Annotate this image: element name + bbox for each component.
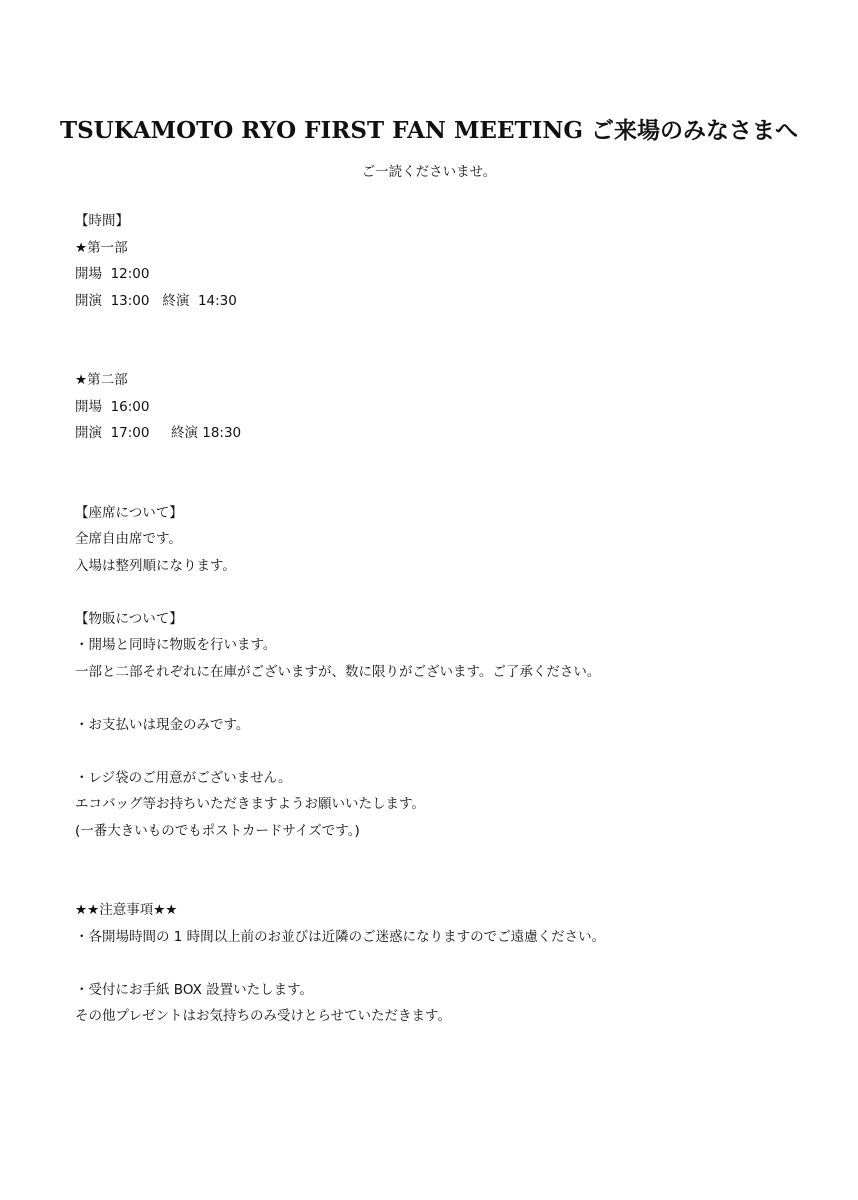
merch-section bbox=[75, 606, 815, 845]
page-subtitle: ご一読くださいませ。 bbox=[361, 164, 497, 180]
notes-line-2: ・受付にお手紙 BOX 設置いたします。 bbox=[75, 981, 314, 998]
time-heading: 【時間】 bbox=[75, 213, 129, 229]
document-body bbox=[75, 208, 815, 1030]
part1-start-end-time: 開演 13:00 終演 14:30 bbox=[75, 292, 237, 309]
merch-line-5: エコバッグ等お持ちいただきますようお願いいたします。 bbox=[75, 796, 425, 812]
part2-label: ★第二部 bbox=[75, 372, 128, 388]
seats-line-2: 入場は整列順になります。 bbox=[75, 557, 236, 574]
seats-heading: 【座席について】 bbox=[75, 504, 183, 521]
part2-start-end-time: 開演 17:00 終演 18:30 bbox=[75, 425, 242, 441]
part1-open-time: 開場 12:00 bbox=[75, 266, 150, 282]
seats-section bbox=[75, 500, 815, 580]
notes-line-1: ・各開場時間の 1 時間以上前のお並びは近隣のご迷惑になりますのでご遠慮ください。 bbox=[75, 928, 606, 945]
merch-line-2: 一部と二部それぞれに在庫がございますが、数に限りがございます。ご了承ください。 bbox=[75, 663, 601, 680]
part1-label: ★第一部 bbox=[75, 239, 128, 256]
notes-heading: ★★注意事項★★ bbox=[75, 902, 178, 918]
time-section bbox=[75, 208, 815, 447]
merch-line-3: ・お支払いは現金のみです。 bbox=[75, 716, 250, 733]
notes-line-3: その他プレゼントはお気持ちのみ受けとらせていただきます。 bbox=[75, 1008, 451, 1024]
merch-line-6: (一番大きいものでもポストカードサイズです。) bbox=[75, 822, 360, 839]
merch-line-1: ・開場と同時に物販を行います。 bbox=[75, 637, 277, 653]
seats-line-1: 全席自由席です。 bbox=[75, 531, 182, 547]
notes-section bbox=[75, 897, 815, 1030]
page-title: TSUKAMOTO RYO FIRST FAN MEETING ご来場のみなさまへ bbox=[59, 117, 799, 144]
merch-heading: 【物販について】 bbox=[75, 610, 183, 627]
merch-line-4: ・レジ袋のご用意がございません。 bbox=[75, 769, 292, 786]
part2-open-time: 開場 16:00 bbox=[75, 398, 150, 415]
